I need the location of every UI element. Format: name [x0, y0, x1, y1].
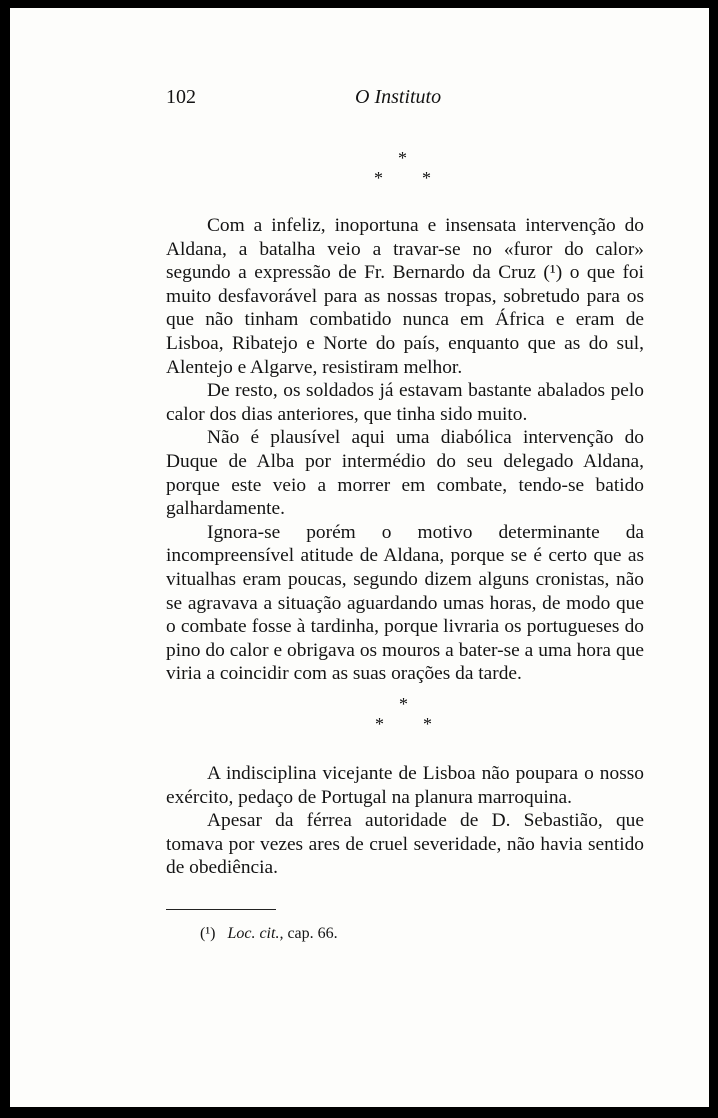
footnote-reference: Loc. cit., [227, 925, 284, 942]
separator-star: * [423, 714, 432, 734]
separator-star: * [375, 714, 384, 734]
paragraph: Apesar da férrea autoridade de D. Sebastião, que tomava por vezes ares de cruel severidade, não havia sentido de obediência. [166, 810, 644, 879]
page-number: 102 [166, 86, 196, 108]
footnote-location: cap. 66. [287, 925, 338, 942]
footnote-divider [166, 909, 276, 910]
paragraph: Com a infeliz, inoportuna e insensata intervenção do Aldana, a batalha veio a travar-se no «furor do calor» segundo a expressão de Fr. Bernardo da Cruz (¹) o que foi muito desfavorável para as nossas tropas, sobretudo para os que não tinham combatido nunca em África e eram de Lisboa, Ribatejo e Norte do país, enquanto que as do sul, Alentejo e Algarve, resistiram melhor. [166, 215, 644, 378]
paragraph: Ignora-se porém o motivo determinante da incompreensível atitude de Aldana, porque se é certo que as vitualhas eram poucas, segundo dizem alguns cronistas, não se agravava a situação aguardando umas horas, de modo que o combate fosse à tardinha, porque livraria os portugueses do pino do calor e obrigava os mouros a bater-se a uma hora que viria a coincidir com as suas orações da tarde. [166, 521, 644, 685]
paragraph: Não é plausível aqui uma diabólica intervenção do Duque de Alba por intermédio do seu delegado Aldana, porque este veio a morrer em combate, tendo-se batido galhardamente. [166, 427, 644, 520]
page [10, 8, 709, 1107]
paragraph: De resto, os soldados já estavam bastante abalados pelo calor dos dias anteriores, que tinha sido muito. [166, 380, 644, 425]
section-2-body [166, 762, 644, 880]
footnote [200, 925, 338, 943]
section-1-body [166, 214, 644, 686]
separator-star: * [422, 168, 431, 188]
separator-star: * [374, 168, 383, 188]
paragraph: A indisciplina vicejante de Lisboa não poupara o nosso exército, pedaço de Portugal na planura marroquina. [166, 763, 644, 808]
running-title: O Instituto [355, 86, 442, 108]
section-separator-1 [365, 149, 445, 189]
separator-star: * [399, 694, 408, 714]
page-header [166, 86, 646, 116]
section-separator-2 [366, 695, 446, 735]
footnote-marker: (¹) [200, 925, 216, 942]
separator-star: * [398, 148, 407, 168]
